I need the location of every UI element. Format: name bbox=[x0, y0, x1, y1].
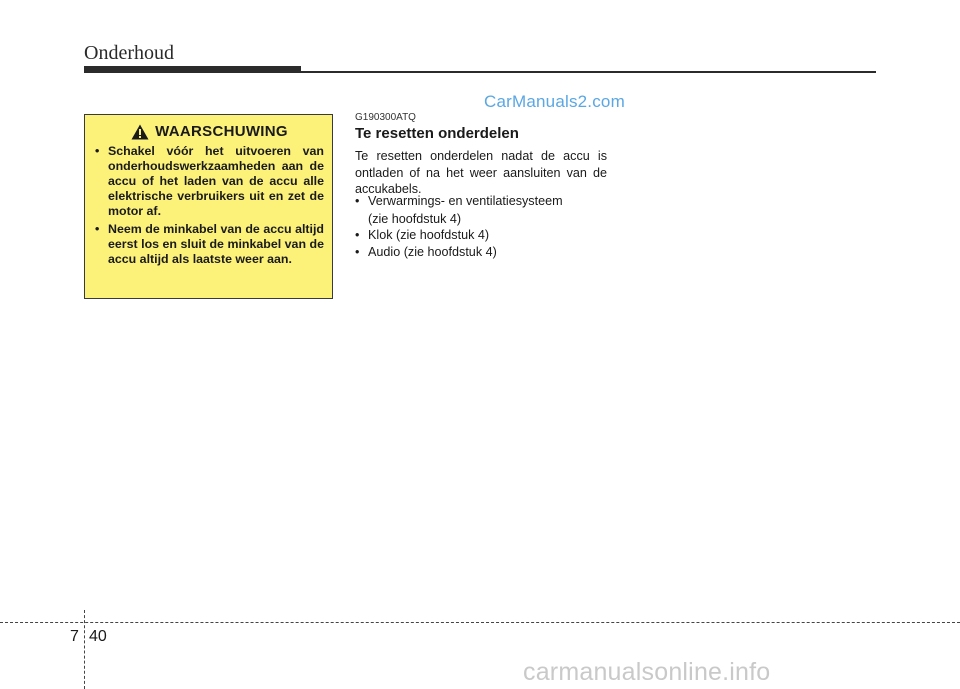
warning-item: • Neem de minkabel van de accu altijd eerst los en sluit de minkabel van de accu altijd als laatste weer aan. bbox=[95, 222, 324, 267]
chapter-number: 7 bbox=[70, 628, 79, 645]
section-paragraph: Te resetten onderdelen nadat de accu is ontladen of na het weer aansluiten van de accukabels. bbox=[355, 149, 607, 196]
footer-vertical-rule bbox=[84, 610, 85, 689]
footer-dashed-rule bbox=[0, 622, 960, 623]
list-item bbox=[355, 193, 607, 227]
list-item-text: Verwarmings- en ventilatiesysteem bbox=[368, 194, 563, 208]
warning-header bbox=[95, 123, 324, 140]
page-number: 40 bbox=[89, 628, 107, 645]
header-rule-thin bbox=[301, 71, 876, 73]
list-item-text: Klok (zie hoofdstuk 4) bbox=[368, 228, 490, 242]
warning-item: • Schakel vóór het uitvoeren van onderhoudswerkzaamheden aan de accu of het laden van de accu alle elektrische verbruikers uit en zet de motor af. bbox=[95, 144, 324, 219]
watermark-top[interactable]: CarManuals2.com bbox=[484, 92, 625, 111]
list-item bbox=[355, 244, 607, 261]
list-item-subtext: (zie hoofdstuk 4) bbox=[368, 211, 462, 226]
header-rule-thick bbox=[84, 66, 301, 73]
warning-list bbox=[95, 144, 324, 267]
warning-title: WAARSCHUWING bbox=[155, 123, 288, 140]
section-heading: Te resetten onderdelen bbox=[355, 125, 519, 142]
watermark-bottom[interactable]: carmanualsonline.info bbox=[523, 658, 771, 686]
warning-triangle-icon bbox=[131, 124, 149, 140]
reset-items-list bbox=[355, 193, 607, 260]
list-item-text: Audio (zie hoofdstuk 4) bbox=[368, 244, 497, 259]
list-item bbox=[355, 227, 607, 244]
page-header-title: Onderhoud bbox=[84, 42, 174, 64]
section-code: G190300ATQ bbox=[355, 112, 416, 123]
warning-box bbox=[84, 114, 333, 299]
